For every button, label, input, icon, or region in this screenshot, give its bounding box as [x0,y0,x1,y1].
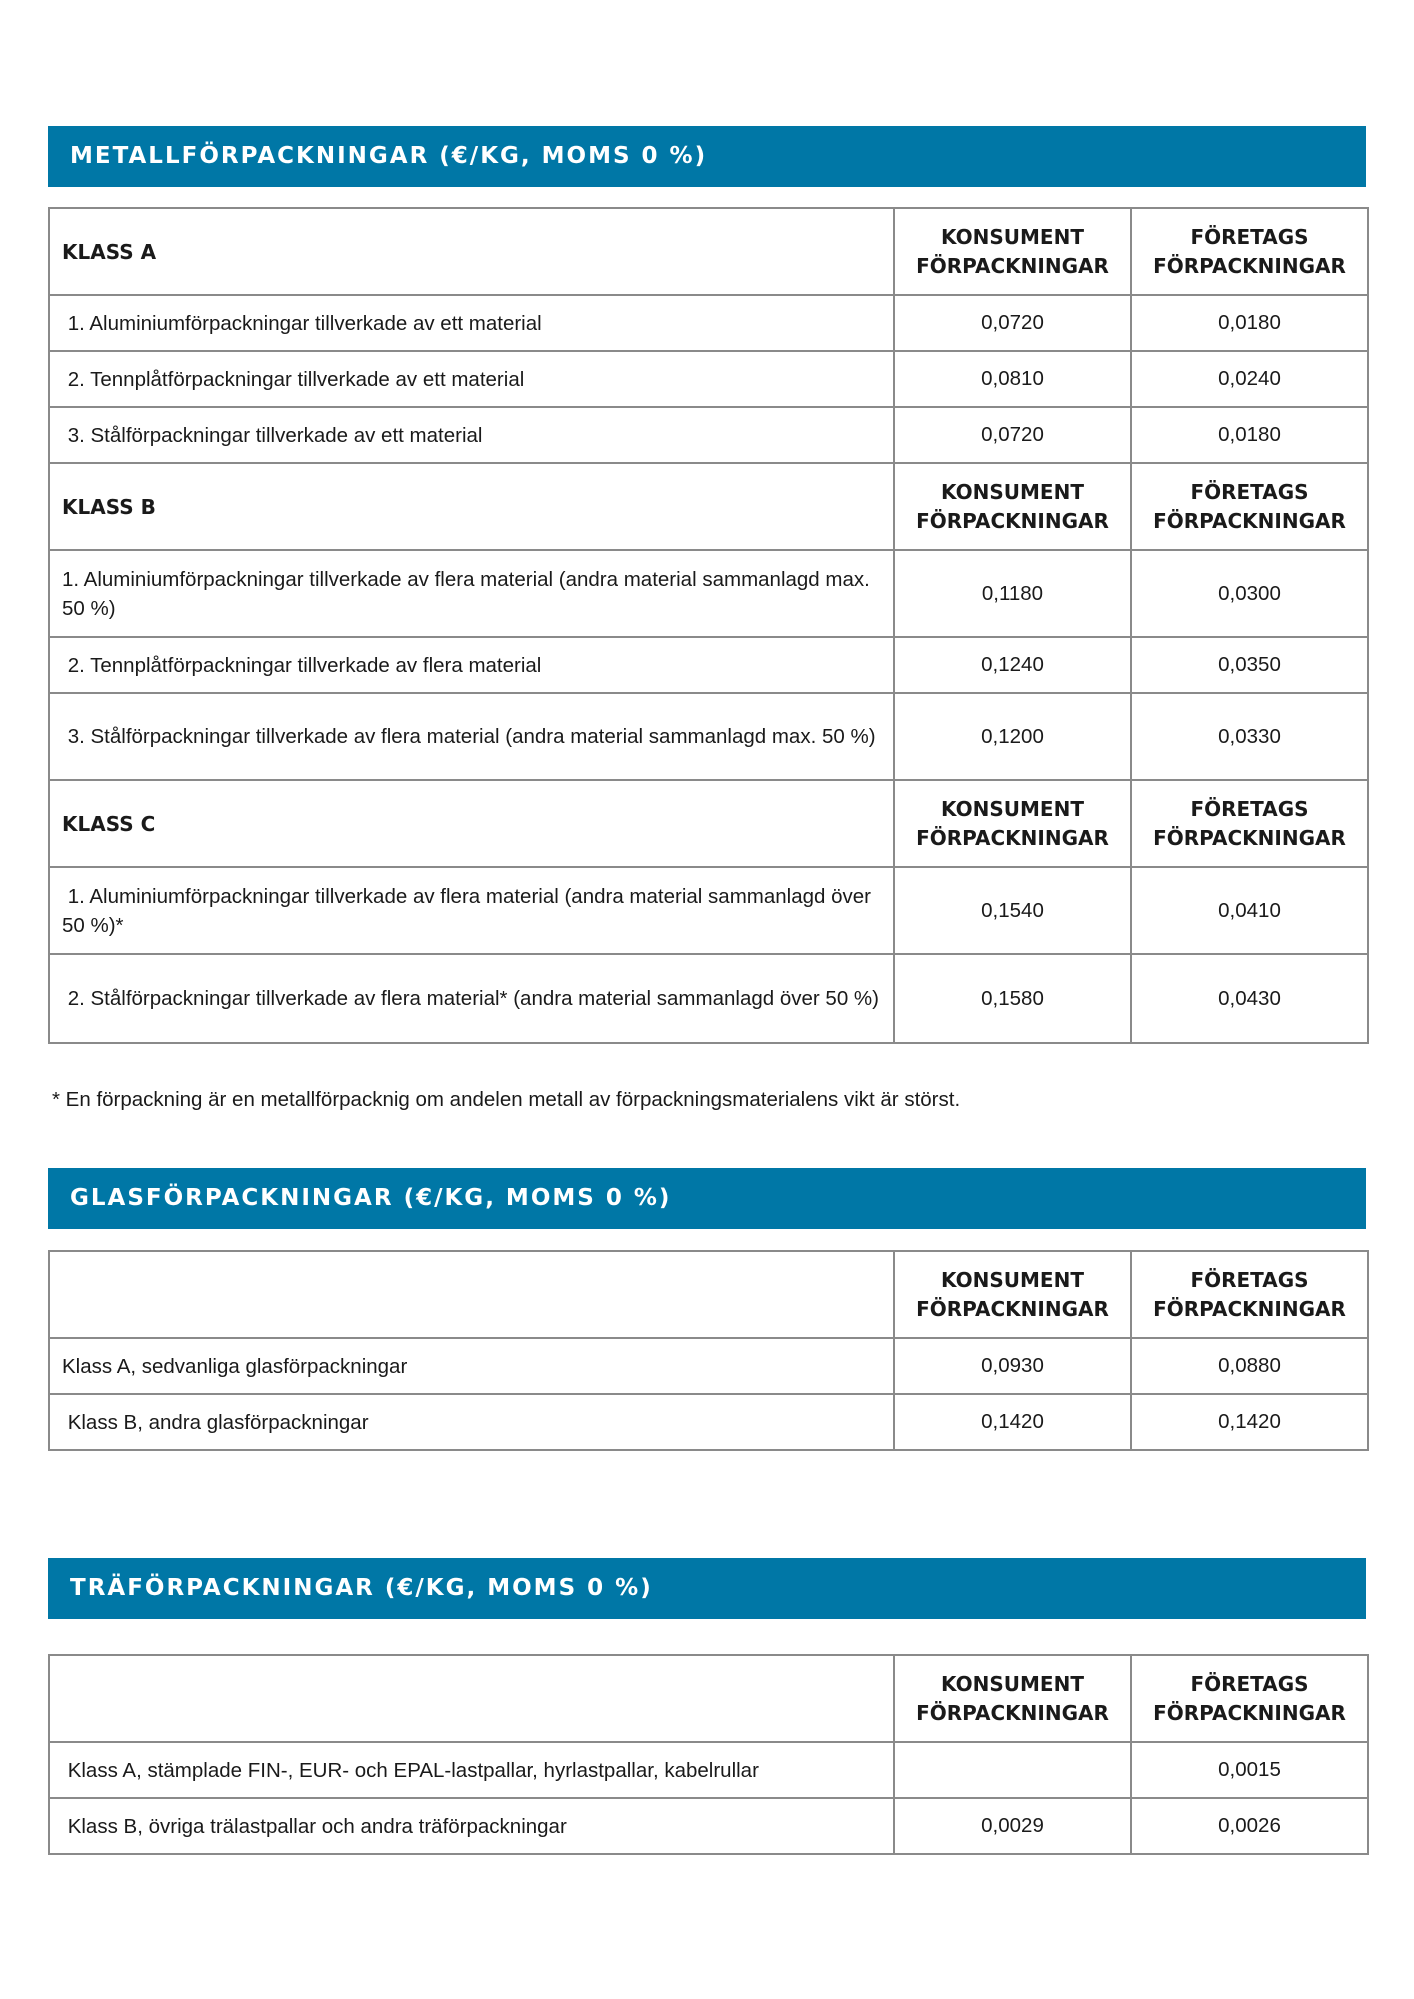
col-foretag-header: FÖRETAGS FÖRPACKNINGAR [1131,1655,1368,1742]
foretag-value: 0,0330 [1131,693,1368,780]
konsument-value: 0,1240 [894,637,1131,693]
glas-header-row [49,1251,1368,1338]
row-label: 1. Aluminiumförpackningar tillverkade av flera material (andra material sammanlagd max. 50 %) [49,550,894,637]
row-label: 3. Stålförpackningar tillverkade av ett material [49,407,894,463]
row-label: 1. Aluminiumförpackningar tillverkade av flera material (andra material sammanlagd över 50 %)* [49,867,894,954]
table-row [49,550,1368,637]
foretag-value: 0,0026 [1131,1798,1368,1854]
foretag-value: 0,0880 [1131,1338,1368,1394]
row-label: Klass B, andra glasförpackningar [49,1394,894,1450]
foretag-value: 0,0240 [1131,351,1368,407]
konsument-value: 0,0930 [894,1338,1131,1394]
konsument-value: 0,0029 [894,1798,1131,1854]
foretag-value: 0,0180 [1131,407,1368,463]
konsument-value: 0,1420 [894,1394,1131,1450]
row-label: Klass A, sedvanliga glasförpackningar [49,1338,894,1394]
konsument-value: 0,1540 [894,867,1131,954]
col-konsument-header: KONSUMENT FÖRPACKNINGAR [894,208,1131,295]
konsument-value: 0,0720 [894,295,1131,351]
table-row [49,1798,1368,1854]
klass-b-label: KLASS B [49,463,894,550]
empty-header-cell [49,1251,894,1338]
table-row [49,693,1368,780]
tra-header-row [49,1655,1368,1742]
table-row [49,867,1368,954]
klass-c-label: KLASS C [49,780,894,867]
glas-section-title: GLASFÖRPACKNINGAR (€/KG, MOMS 0 %) [48,1168,1366,1229]
konsument-value: 0,0810 [894,351,1131,407]
metal-table [48,207,1369,1044]
table-row [49,954,1368,1043]
table-row [49,1742,1368,1798]
klass-a-header-row [49,208,1368,295]
row-label: 2. Tennplåtförpackningar tillverkade av ett material [49,351,894,407]
row-label: Klass B, övriga trälastpallar och andra träförpackningar [49,1798,894,1854]
col-konsument-header: KONSUMENT FÖRPACKNINGAR [894,1251,1131,1338]
konsument-value [894,1742,1131,1798]
konsument-value: 0,1580 [894,954,1131,1043]
foretag-value: 0,0015 [1131,1742,1368,1798]
klass-c-header-row [49,780,1368,867]
table-row [49,1394,1368,1450]
col-konsument-header: KONSUMENT FÖRPACKNINGAR [894,780,1131,867]
col-foretag-header: FÖRETAGS FÖRPACKNINGAR [1131,1251,1368,1338]
metal-footnote: * En förpackning är en metallförpacknig om andelen metall av förpackningsmaterialens vikt är störst. [52,1088,961,1111]
foretag-value: 0,1420 [1131,1394,1368,1450]
col-foretag-header: FÖRETAGS FÖRPACKNINGAR [1131,208,1368,295]
row-label: 3. Stålförpackningar tillverkade av flera material (andra material sammanlagd max. 50 %) [49,693,894,780]
foretag-value: 0,0350 [1131,637,1368,693]
col-konsument-header: KONSUMENT FÖRPACKNINGAR [894,463,1131,550]
empty-header-cell [49,1655,894,1742]
table-row [49,637,1368,693]
table-row [49,295,1368,351]
table-row [49,407,1368,463]
foretag-value: 0,0180 [1131,295,1368,351]
col-foretag-header: FÖRETAGS FÖRPACKNINGAR [1131,463,1368,550]
metal-section-title: METALLFÖRPACKNINGAR (€/KG, MOMS 0 %) [48,126,1366,187]
col-foretag-header: FÖRETAGS FÖRPACKNINGAR [1131,780,1368,867]
konsument-value: 0,1200 [894,693,1131,780]
tra-section-title: TRÄFÖRPACKNINGAR (€/KG, MOMS 0 %) [48,1558,1366,1619]
table-row [49,351,1368,407]
table-row [49,1338,1368,1394]
klass-a-label: KLASS A [49,208,894,295]
col-konsument-header: KONSUMENT FÖRPACKNINGAR [894,1655,1131,1742]
foretag-value: 0,0430 [1131,954,1368,1043]
glas-table [48,1250,1369,1451]
foretag-value: 0,0300 [1131,550,1368,637]
foretag-value: 0,0410 [1131,867,1368,954]
row-label: 2. Stålförpackningar tillverkade av flera material* (andra material sammanlagd över 50 %) [49,954,894,1043]
konsument-value: 0,0720 [894,407,1131,463]
konsument-value: 0,1180 [894,550,1131,637]
tra-table [48,1654,1369,1855]
klass-b-header-row [49,463,1368,550]
row-label: 1. Aluminiumförpackningar tillverkade av ett material [49,295,894,351]
row-label: Klass A, stämplade FIN-, EUR- och EPAL-lastpallar, hyrlastpallar, kabelrullar [49,1742,894,1798]
row-label: 2. Tennplåtförpackningar tillverkade av flera material [49,637,894,693]
